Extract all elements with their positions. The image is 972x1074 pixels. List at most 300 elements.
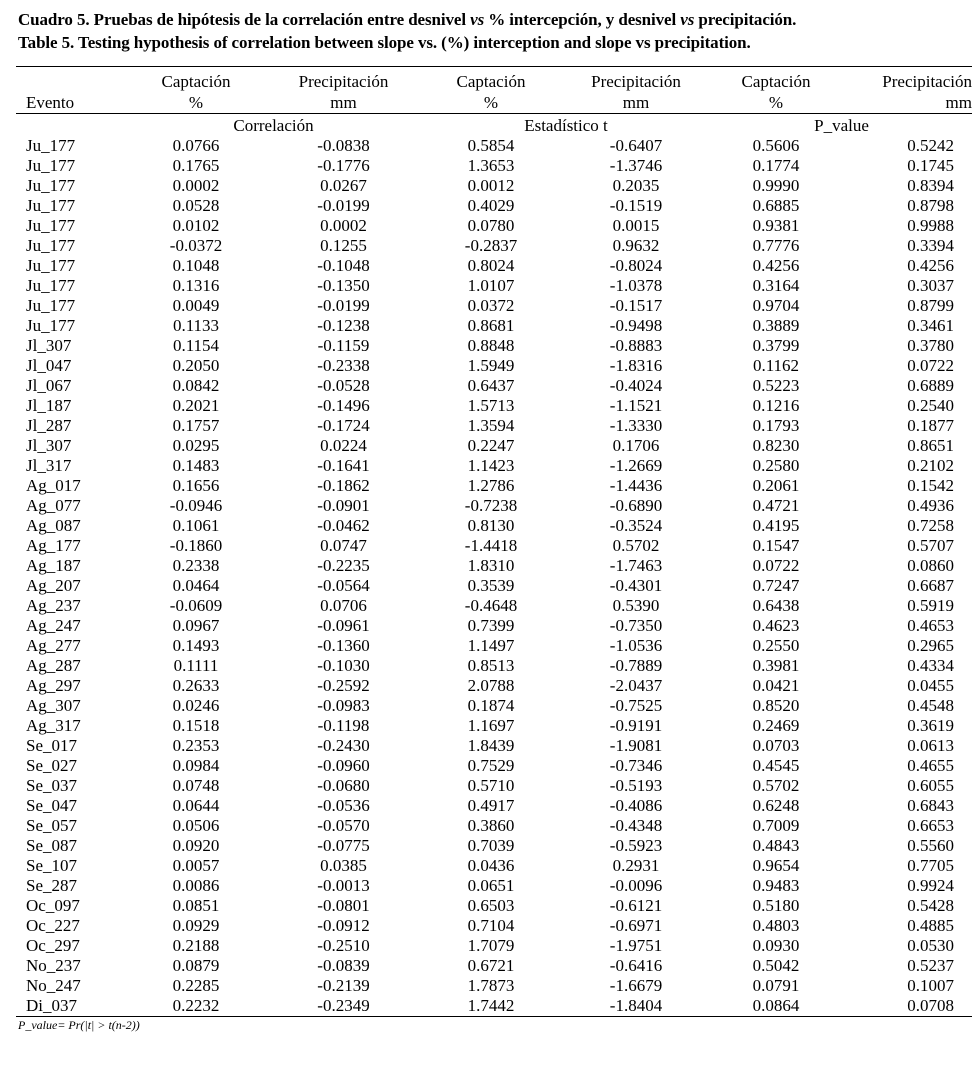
value-cell: -0.6121 [609,896,663,915]
value-cell: -0.2592 [317,676,370,695]
value-cell: -1.3330 [609,416,663,435]
value-cell: 0.0102 [172,216,220,235]
event-cell: Se_107 [26,856,77,875]
value-cell: 0.0651 [467,876,515,895]
value-cell: 0.5710 [467,776,515,795]
table-row [16,836,972,856]
value-cell: 1.8310 [467,556,515,575]
table-caption [18,8,796,54]
value-cell: 0.0528 [172,196,220,215]
value-cell: 0.7705 [907,856,954,875]
value-cell: 0.4256 [752,256,800,275]
value-cell: -0.2349 [266,996,421,1017]
event-cell: Jl_067 [26,376,72,395]
value-cell: 0.0967 [172,616,220,635]
value-cell: -0.8024 [609,256,663,275]
table-row [16,556,972,576]
table-row [16,876,972,896]
value-cell: 0.0864 [711,996,841,1017]
value-cell: 0.4843 [752,836,800,855]
value-cell: 0.6843 [907,796,954,815]
event-cell: Ju_177 [26,156,76,175]
value-cell: 0.8799 [907,296,954,315]
value-cell: 0.0747 [320,536,367,555]
value-cell: 0.1542 [907,476,954,495]
caption-english: Table 5. Testing hypothesis of correlation between slope vs. (%) interception and slope vs precipitation. [18,33,751,52]
table-row [16,396,972,416]
value-cell: -0.1860 [169,536,223,555]
event-cell: Se_037 [26,776,77,795]
value-cell: 0.1483 [172,456,220,475]
value-cell: 0.2021 [172,396,220,415]
value-cell: -0.7238 [464,496,518,515]
value-cell: -0.0609 [169,596,223,615]
table-row [16,476,972,496]
value-cell: 0.1154 [172,336,220,355]
value-cell: 0.0780 [467,216,515,235]
table-row [16,756,972,776]
value-cell: 0.1757 [172,416,220,435]
event-cell: Ju_177 [26,196,76,215]
value-cell: -1.7463 [609,556,663,575]
value-cell: -0.0838 [317,136,370,155]
value-cell: -0.1048 [317,256,370,275]
value-cell: 0.8230 [752,436,800,455]
value-cell: -0.6416 [609,956,663,975]
table-row [16,856,972,876]
value-cell: 0.2580 [752,456,800,475]
value-cell: 1.3594 [467,416,515,435]
event-cell: Ag_017 [26,476,81,495]
value-cell: 0.4655 [907,756,954,775]
value-cell: -0.0680 [317,776,370,795]
value-cell: 1.5949 [467,356,515,375]
value-cell: 0.2540 [907,396,954,415]
value-cell: -2.0437 [609,676,663,695]
value-cell: 0.3037 [907,276,954,295]
value-cell: 0.5180 [752,896,800,915]
value-cell: 0.3981 [752,656,800,675]
value-cell: 0.5702 [612,536,660,555]
value-cell: 0.7009 [752,816,800,835]
value-cell: 0.1061 [172,516,220,535]
value-cell: 0.9654 [752,856,800,875]
event-cell: Se_057 [26,816,77,835]
table-row [16,456,972,476]
value-cell: -0.5193 [609,776,663,795]
value-cell: -1.9751 [609,936,663,955]
value-cell: -0.6407 [609,136,663,155]
value-cell: 0.0506 [172,816,220,835]
value-cell: 0.3860 [467,816,515,835]
value-cell: -1.3746 [609,156,663,175]
value-cell: 0.2285 [172,976,220,995]
value-cell: -1.4418 [464,536,518,555]
value-cell: -1.9081 [609,736,663,755]
value-cell: -0.1030 [317,656,370,675]
value-cell: 0.8848 [467,336,515,355]
event-cell: Se_017 [26,736,77,755]
value-cell: 0.8681 [467,316,515,335]
table-row [16,596,972,616]
value-cell: -0.1776 [317,156,370,175]
header-col-5: Captación % [711,67,841,114]
value-cell: -0.2837 [464,236,518,255]
value-cell: 0.1493 [172,636,220,655]
value-cell: 0.9381 [752,216,800,235]
value-cell: 0.1547 [752,536,800,555]
value-cell: -0.0901 [317,496,370,515]
value-cell: 0.5237 [907,956,954,975]
value-cell: -0.0199 [317,196,370,215]
value-cell: 0.2353 [172,736,220,755]
table-row [16,776,972,796]
value-cell: -0.2235 [317,556,370,575]
event-cell: Ju_177 [26,136,76,155]
group-header-row [16,114,972,137]
value-cell: 0.0842 [172,376,220,395]
event-cell: Ag_287 [26,656,81,675]
value-cell: -1.6679 [609,976,663,995]
event-cell: Jl_307 [26,336,72,355]
event-cell: Ag_177 [26,536,81,555]
value-cell: -1.0536 [609,636,663,655]
table-row [16,696,972,716]
value-cell: 1.5713 [467,396,515,415]
event-cell: Ju_177 [26,296,76,315]
value-cell: 0.4029 [467,196,515,215]
value-cell: 1.1497 [467,636,515,655]
value-cell: 0.7039 [467,836,515,855]
table-row [16,996,972,1017]
table-row [16,356,972,376]
value-cell: 1.1697 [467,716,515,735]
value-cell: 0.3619 [907,716,954,735]
value-cell: 0.8520 [752,696,800,715]
table-row [16,236,972,256]
table-row [16,176,972,196]
event-cell: Jl_317 [26,456,72,475]
value-cell: -0.0946 [169,496,223,515]
value-cell: 0.0613 [907,736,954,755]
event-cell: Se_087 [26,836,77,855]
event-cell: Ag_087 [26,516,81,535]
event-cell: Se_287 [26,876,77,895]
table-row [16,716,972,736]
value-cell: 0.1048 [172,256,220,275]
value-cell: 0.0267 [320,176,367,195]
value-cell: 1.7079 [467,936,515,955]
value-cell: 0.5242 [907,136,954,155]
value-cell: 0.8130 [467,516,515,535]
value-cell: 0.0644 [172,796,220,815]
value-cell: -0.7889 [609,656,663,675]
value-cell: 0.5606 [752,136,800,155]
value-cell: 0.1874 [467,696,515,715]
value-cell: -0.0013 [317,876,370,895]
value-cell: 0.6687 [907,576,954,595]
table-row [16,436,972,456]
value-cell: -0.0199 [317,296,370,315]
value-cell: 1.3653 [467,156,515,175]
value-cell: 0.1518 [172,716,220,735]
value-cell: 0.2550 [752,636,800,655]
event-cell: Oc_097 [26,896,80,915]
value-cell: 0.1656 [172,476,220,495]
value-cell: 0.4721 [752,496,800,515]
event-cell: Ag_277 [26,636,81,655]
value-cell: -0.0564 [317,576,370,595]
event-cell: Ju_177 [26,276,76,295]
value-cell: -0.9191 [609,716,663,735]
event-cell: Ag_207 [26,576,81,595]
value-cell: 0.1133 [172,316,220,335]
value-cell: -1.8316 [609,356,663,375]
value-cell: 0.6503 [467,896,515,915]
value-cell: 0.5042 [752,956,800,975]
value-cell: 0.6437 [467,376,515,395]
value-cell: 0.0879 [172,956,220,975]
value-cell: 0.7247 [752,576,800,595]
value-cell: -0.7350 [609,616,663,635]
table-row [16,656,972,676]
value-cell: 0.0012 [467,176,515,195]
value-cell: 0.2102 [907,456,954,475]
table-row [16,636,972,656]
value-cell: 0.0722 [907,356,954,375]
event-cell: Di_037 [16,996,126,1017]
value-cell: 0.1007 [907,976,954,995]
value-cell: 0.2050 [172,356,220,375]
value-cell: 1.8439 [467,736,515,755]
group-correlacion: Correlación [126,114,421,137]
value-cell: -0.4301 [609,576,663,595]
value-cell: 0.8798 [907,196,954,215]
value-cell: -0.1862 [317,476,370,495]
event-cell: Jl_287 [26,416,72,435]
value-cell: 0.4545 [752,756,800,775]
value-cell: -0.1517 [609,296,663,315]
value-cell: 0.2247 [467,436,515,455]
value-cell: 0.6889 [907,376,954,395]
value-cell: 0.0706 [320,596,367,615]
value-cell: 0.8394 [907,176,954,195]
event-cell: Ag_187 [26,556,81,575]
value-cell: 0.0930 [752,936,800,955]
table-row [16,676,972,696]
value-cell: -0.0801 [317,896,370,915]
value-cell: 0.0015 [612,216,660,235]
table-row [16,496,972,516]
group-p-value: P_value [711,114,972,137]
event-cell: Ag_317 [26,716,81,735]
value-cell: -0.0961 [317,616,370,635]
value-cell: 0.0722 [752,556,800,575]
value-cell: 0.1162 [752,356,800,375]
value-cell: -0.5923 [609,836,663,855]
event-cell: No_247 [26,976,81,995]
value-cell: 0.5428 [907,896,954,915]
event-cell: Ag_247 [26,616,81,635]
value-cell: 0.9988 [907,216,954,235]
value-cell: -0.2430 [317,736,370,755]
value-cell: 0.4936 [907,496,954,515]
event-cell: Oc_297 [26,936,80,955]
value-cell: 0.6653 [907,816,954,835]
value-cell: 0.7776 [752,236,800,255]
value-cell: 0.3394 [907,236,954,255]
value-cell: -0.2510 [317,936,370,955]
table-body [16,136,972,1017]
value-cell: -0.0775 [317,836,370,855]
table-row [16,316,972,336]
header-col-1: Captación % [126,67,266,114]
value-cell: -0.1519 [609,196,663,215]
value-cell: -0.2338 [317,356,370,375]
table-row [16,936,972,956]
value-cell: 0.1216 [752,396,800,415]
value-cell: 0.2931 [612,856,660,875]
event-cell: Jl_047 [26,356,72,375]
value-cell: -0.0462 [317,516,370,535]
value-cell: 0.9990 [752,176,800,195]
value-cell: 0.0436 [467,856,515,875]
value-cell: -0.9498 [609,316,663,335]
value-cell: 0.2188 [172,936,220,955]
value-cell: 0.7529 [467,756,515,775]
table-row [16,916,972,936]
value-cell: 0.3461 [907,316,954,335]
value-cell: 0.7104 [467,916,515,935]
value-cell: 0.0708 [841,996,972,1017]
event-cell: Ag_307 [26,696,81,715]
value-cell: 0.0421 [752,676,800,695]
value-cell: 0.4653 [907,616,954,635]
value-cell: 0.5560 [907,836,954,855]
value-cell: 0.5390 [612,596,660,615]
value-cell: 0.4548 [907,696,954,715]
value-cell: -0.1724 [317,416,370,435]
table-row [16,616,972,636]
header-col-6: Precipitación mm [841,67,972,114]
table-row [16,516,972,536]
value-cell: -0.4024 [609,376,663,395]
column-header-row [16,67,972,114]
value-cell: -0.4348 [609,816,663,835]
value-cell: -1.4436 [609,476,663,495]
value-cell: 0.1793 [752,416,800,435]
value-cell: 0.1706 [612,436,660,455]
value-cell: 0.3799 [752,336,800,355]
event-cell: Jl_307 [26,436,72,455]
value-cell: 0.3164 [752,276,800,295]
value-cell: -0.1238 [317,316,370,335]
hypothesis-test-table [16,66,972,1017]
value-cell: -0.7346 [609,756,663,775]
value-cell: 0.0791 [752,976,800,995]
event-cell: Se_047 [26,796,77,815]
event-cell: Ju_177 [26,176,76,195]
value-cell: 0.0530 [907,936,954,955]
value-cell: 0.2633 [172,676,220,695]
value-cell: 0.1255 [320,236,367,255]
value-cell: 0.0703 [752,736,800,755]
value-cell: 0.2965 [907,636,954,655]
value-cell: 0.6885 [752,196,800,215]
value-cell: -0.0536 [317,796,370,815]
header-evento: Evento [16,67,126,114]
value-cell: -0.0983 [317,696,370,715]
value-cell: 0.0464 [172,576,220,595]
value-cell: -0.1496 [317,396,370,415]
value-cell: 0.4803 [752,916,800,935]
value-cell: 0.7258 [907,516,954,535]
value-cell: -0.1350 [317,276,370,295]
value-cell: 0.2469 [752,716,800,735]
event-cell: Ag_237 [26,596,81,615]
value-cell: 0.5223 [752,376,800,395]
value-cell: 0.8513 [467,656,515,675]
value-cell: 0.0049 [172,296,220,315]
value-cell: 1.2786 [467,476,515,495]
header-col-3: Captación % [421,67,561,114]
value-cell: 1.1423 [467,456,515,475]
value-cell: 0.0748 [172,776,220,795]
value-cell: -0.1641 [317,456,370,475]
table-row [16,376,972,396]
value-cell: 0.5919 [907,596,954,615]
value-cell: 0.6721 [467,956,515,975]
event-cell: Ju_177 [26,256,76,275]
event-cell: Ag_297 [26,676,81,695]
value-cell: 1.7873 [467,976,515,995]
value-cell: -1.1521 [609,396,663,415]
table-row [16,736,972,756]
value-cell: 0.9924 [907,876,954,895]
value-cell: 0.2232 [126,996,266,1017]
value-cell: 0.4334 [907,656,954,675]
event-cell: Ju_177 [26,216,76,235]
value-cell: -0.2139 [317,976,370,995]
value-cell: -0.0912 [317,916,370,935]
value-cell: 0.0224 [320,436,367,455]
table-row [16,256,972,276]
value-cell: -0.6890 [609,496,663,515]
table-row [16,136,972,156]
value-cell: 0.0002 [320,216,367,235]
table-row [16,336,972,356]
value-cell: 0.0929 [172,916,220,935]
table-row [16,816,972,836]
table-row [16,216,972,236]
value-cell: 1.7442 [421,996,561,1017]
value-cell: 0.2035 [612,176,660,195]
value-cell: 0.4195 [752,516,800,535]
value-cell: 0.0766 [172,136,220,155]
table-row [16,576,972,596]
value-cell: -0.0372 [169,236,223,255]
value-cell: 0.1765 [172,156,220,175]
value-cell: 0.1111 [173,656,219,675]
value-cell: -0.0570 [317,816,370,835]
value-cell: 0.0851 [172,896,220,915]
value-cell: -0.1198 [317,716,370,735]
value-cell: -0.0960 [317,756,370,775]
value-cell: 0.0385 [320,856,367,875]
value-cell: -0.8883 [609,336,663,355]
value-cell: 0.0372 [467,296,515,315]
table-row [16,896,972,916]
